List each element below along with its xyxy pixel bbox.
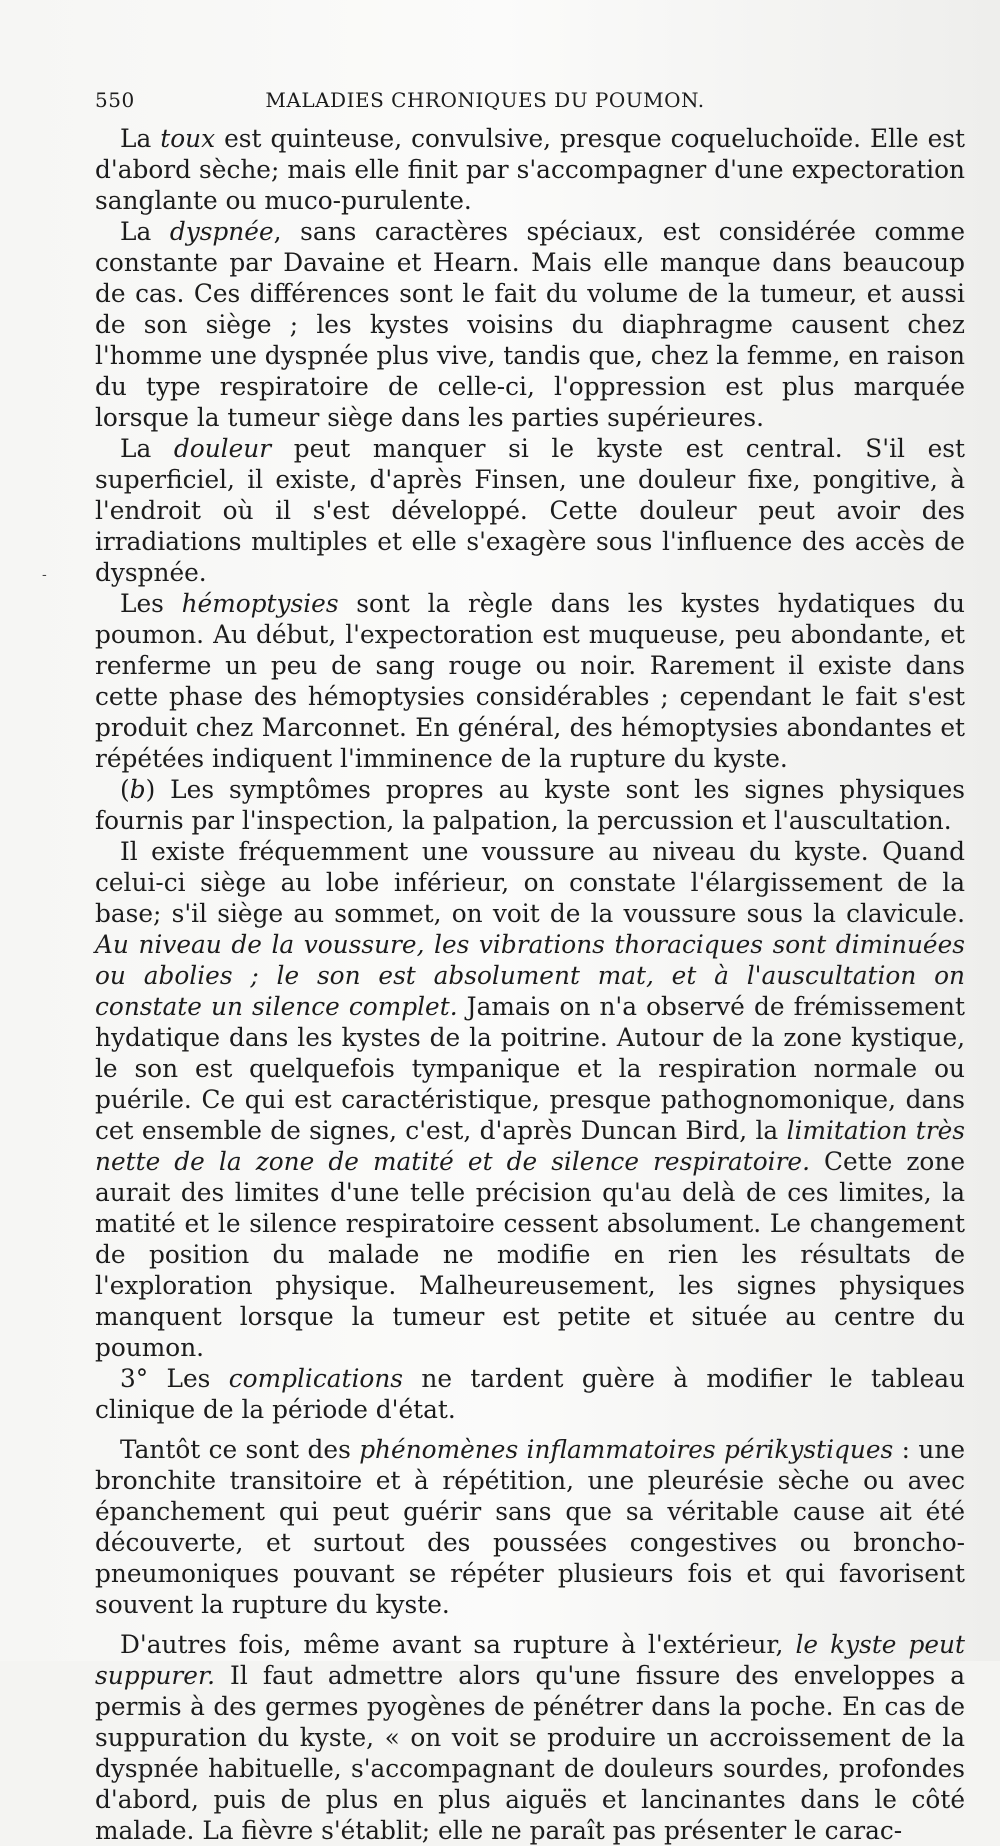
italic-run: b	[129, 775, 146, 804]
text-run: La	[120, 124, 161, 153]
text-run: Il faut admettre alors qu'une fissure des enveloppes a permis à des germes pyogènes de pénétrer dans la poche. En cas de suppuration du kyste, « on voit se produire un accroissement de la dyspnée habituelle, s'accompagnant de douleurs sourdes, profondes d'abord, puis de plus en plus aiguës et lancinantes dans le côté malade. La fièvre s'établit; elle ne paraît pas présenter le carac-	[95, 1661, 965, 1845]
text-run: 3° Les	[120, 1364, 229, 1393]
running-title: MALADIES CHRONIQUES DU POUMON.	[265, 88, 705, 112]
paragraph-symptomes-physiques	[95, 774, 965, 836]
page-number: 550	[95, 88, 135, 112]
paragraph-toux	[95, 123, 965, 216]
italic-run: douleur	[173, 434, 272, 463]
text-run: La	[120, 434, 174, 463]
text-run: Les	[120, 589, 182, 618]
body-text	[95, 123, 965, 1846]
italic-run: Au niveau de la voussure, les vibrations thoraciques sont diminuées ou abolies ; le son est absolument mat, et à l'auscultation on constate un silence complet.	[95, 930, 965, 1021]
paragraph-douleur	[95, 433, 965, 588]
italic-run: toux	[160, 124, 216, 153]
text-run: peut manquer si le kyste est central. S'il est superficiel, il existe, d'après Finsen, une douleur fixe, pongitive, à l'endroit où il s'est développé. Cette douleur peut avoir des irradiations multiples et elle s'exagère sous l'influence des accès de dyspnée.	[95, 434, 965, 587]
paragraph-hemoptysies	[95, 588, 965, 774]
paragraph-suppuration	[95, 1629, 965, 1846]
paragraph-phenomenes-inflammatoires	[95, 1434, 965, 1620]
paragraph-complications	[95, 1363, 965, 1425]
paragraph-voussure	[95, 836, 965, 1363]
italic-run: le kyste peut suppurer.	[95, 1630, 965, 1690]
text-run: Cette zone aurait des limites d'une telle précision qu'au delà de ces limites, la matité et le silence respiratoire cessent absolument. Le changement de position du malade ne modifie en rien les résultats de l'exploration physique. Malheureusement, les signes physiques manquent lorsque la tumeur est petite et située au centre du poumon.	[95, 1147, 965, 1362]
text-run: , sans caractères spéciaux, est considérée comme constante par Davaine et Hearn. Mais elle manque dans beaucoup de cas. Ces différences sont le fait du volume de la tumeur, et aussi de son siège ; les kystes voisins du diaphragme causent chez l'homme une dyspnée plus vive, tandis que, chez la femme, en raison du type respiratoire de celle-ci, l'oppression est plus marquée lorsque la tumeur siège dans les parties supérieures.	[95, 217, 965, 432]
italic-run: complications	[228, 1364, 404, 1393]
italic-run: dyspnée	[169, 217, 274, 246]
italic-run: phénomènes inflammatoires périkystiques	[359, 1435, 894, 1464]
paragraph-dyspnee	[95, 216, 965, 433]
text-run: D'autres fois, même avant sa rupture à l'extérieur,	[120, 1630, 796, 1659]
text-run: est quinteuse, convulsive, presque coqueluchoïde. Elle est d'abord sèche; mais elle finit par s'accompagner d'une expectoration sanglante ou muco-purulente.	[95, 124, 965, 215]
italic-run: limitation très nette de la zone de matité et de silence respiratoire.	[95, 1116, 965, 1176]
italic-run: hémoptysies	[181, 589, 339, 618]
text-run: ne tardent guère à modifier le tableau clinique de la période d'état.	[95, 1364, 965, 1424]
text-run: Tantôt ce sont des	[120, 1435, 360, 1464]
text-run: ) Les symptômes propres au kyste sont les signes physiques fournis par l'inspection, la palpation, la percussion et l'auscultation.	[95, 775, 965, 835]
page-header	[95, 88, 755, 112]
text-run: Jamais on n'a observé de frémissement hydatique dans les kystes de la poitrine. Autour de la zone kystique, le son est quelquefois tympanique et la respiration normale ou puérile. Ce qui est caractéristique, presque pathognomonique, dans cet ensemble de signes, c'est, d'après Duncan Bird, la	[95, 992, 965, 1145]
text-run: : une bronchite transitoire et à répétition, une pleurésie sèche ou avec épanchement qui peut guérir sans que sa véritable cause ait été découverte, et surtout des poussées congestives ou broncho-pneumoniques pouvant se répéter plusieurs fois et qui favorisent souvent la rupture du kyste.	[95, 1435, 966, 1619]
text-run: (	[120, 775, 130, 804]
text-run: sont la règle dans les kystes hydatiques du poumon. Au début, l'expectoration est muqueuse, peu abondante, et renferme un peu de sang rouge ou noir. Rarement il existe dans cette phase des hémoptysies considérables ; cependant le fait s'est produit chez Marconnet. En général, des hémoptysies abondantes et répétées indiquent l'imminence de la rupture du kyste.	[95, 589, 965, 773]
text-run: Il existe fréquemment une voussure au niveau du kyste. Quand celui-ci siège au lobe inférieur, on constate l'élargissement de la base; s'il siège au sommet, on voit de la voussure sous la clavicule.	[95, 837, 965, 928]
margin-mark: -	[42, 567, 47, 583]
text-run: La	[120, 217, 170, 246]
